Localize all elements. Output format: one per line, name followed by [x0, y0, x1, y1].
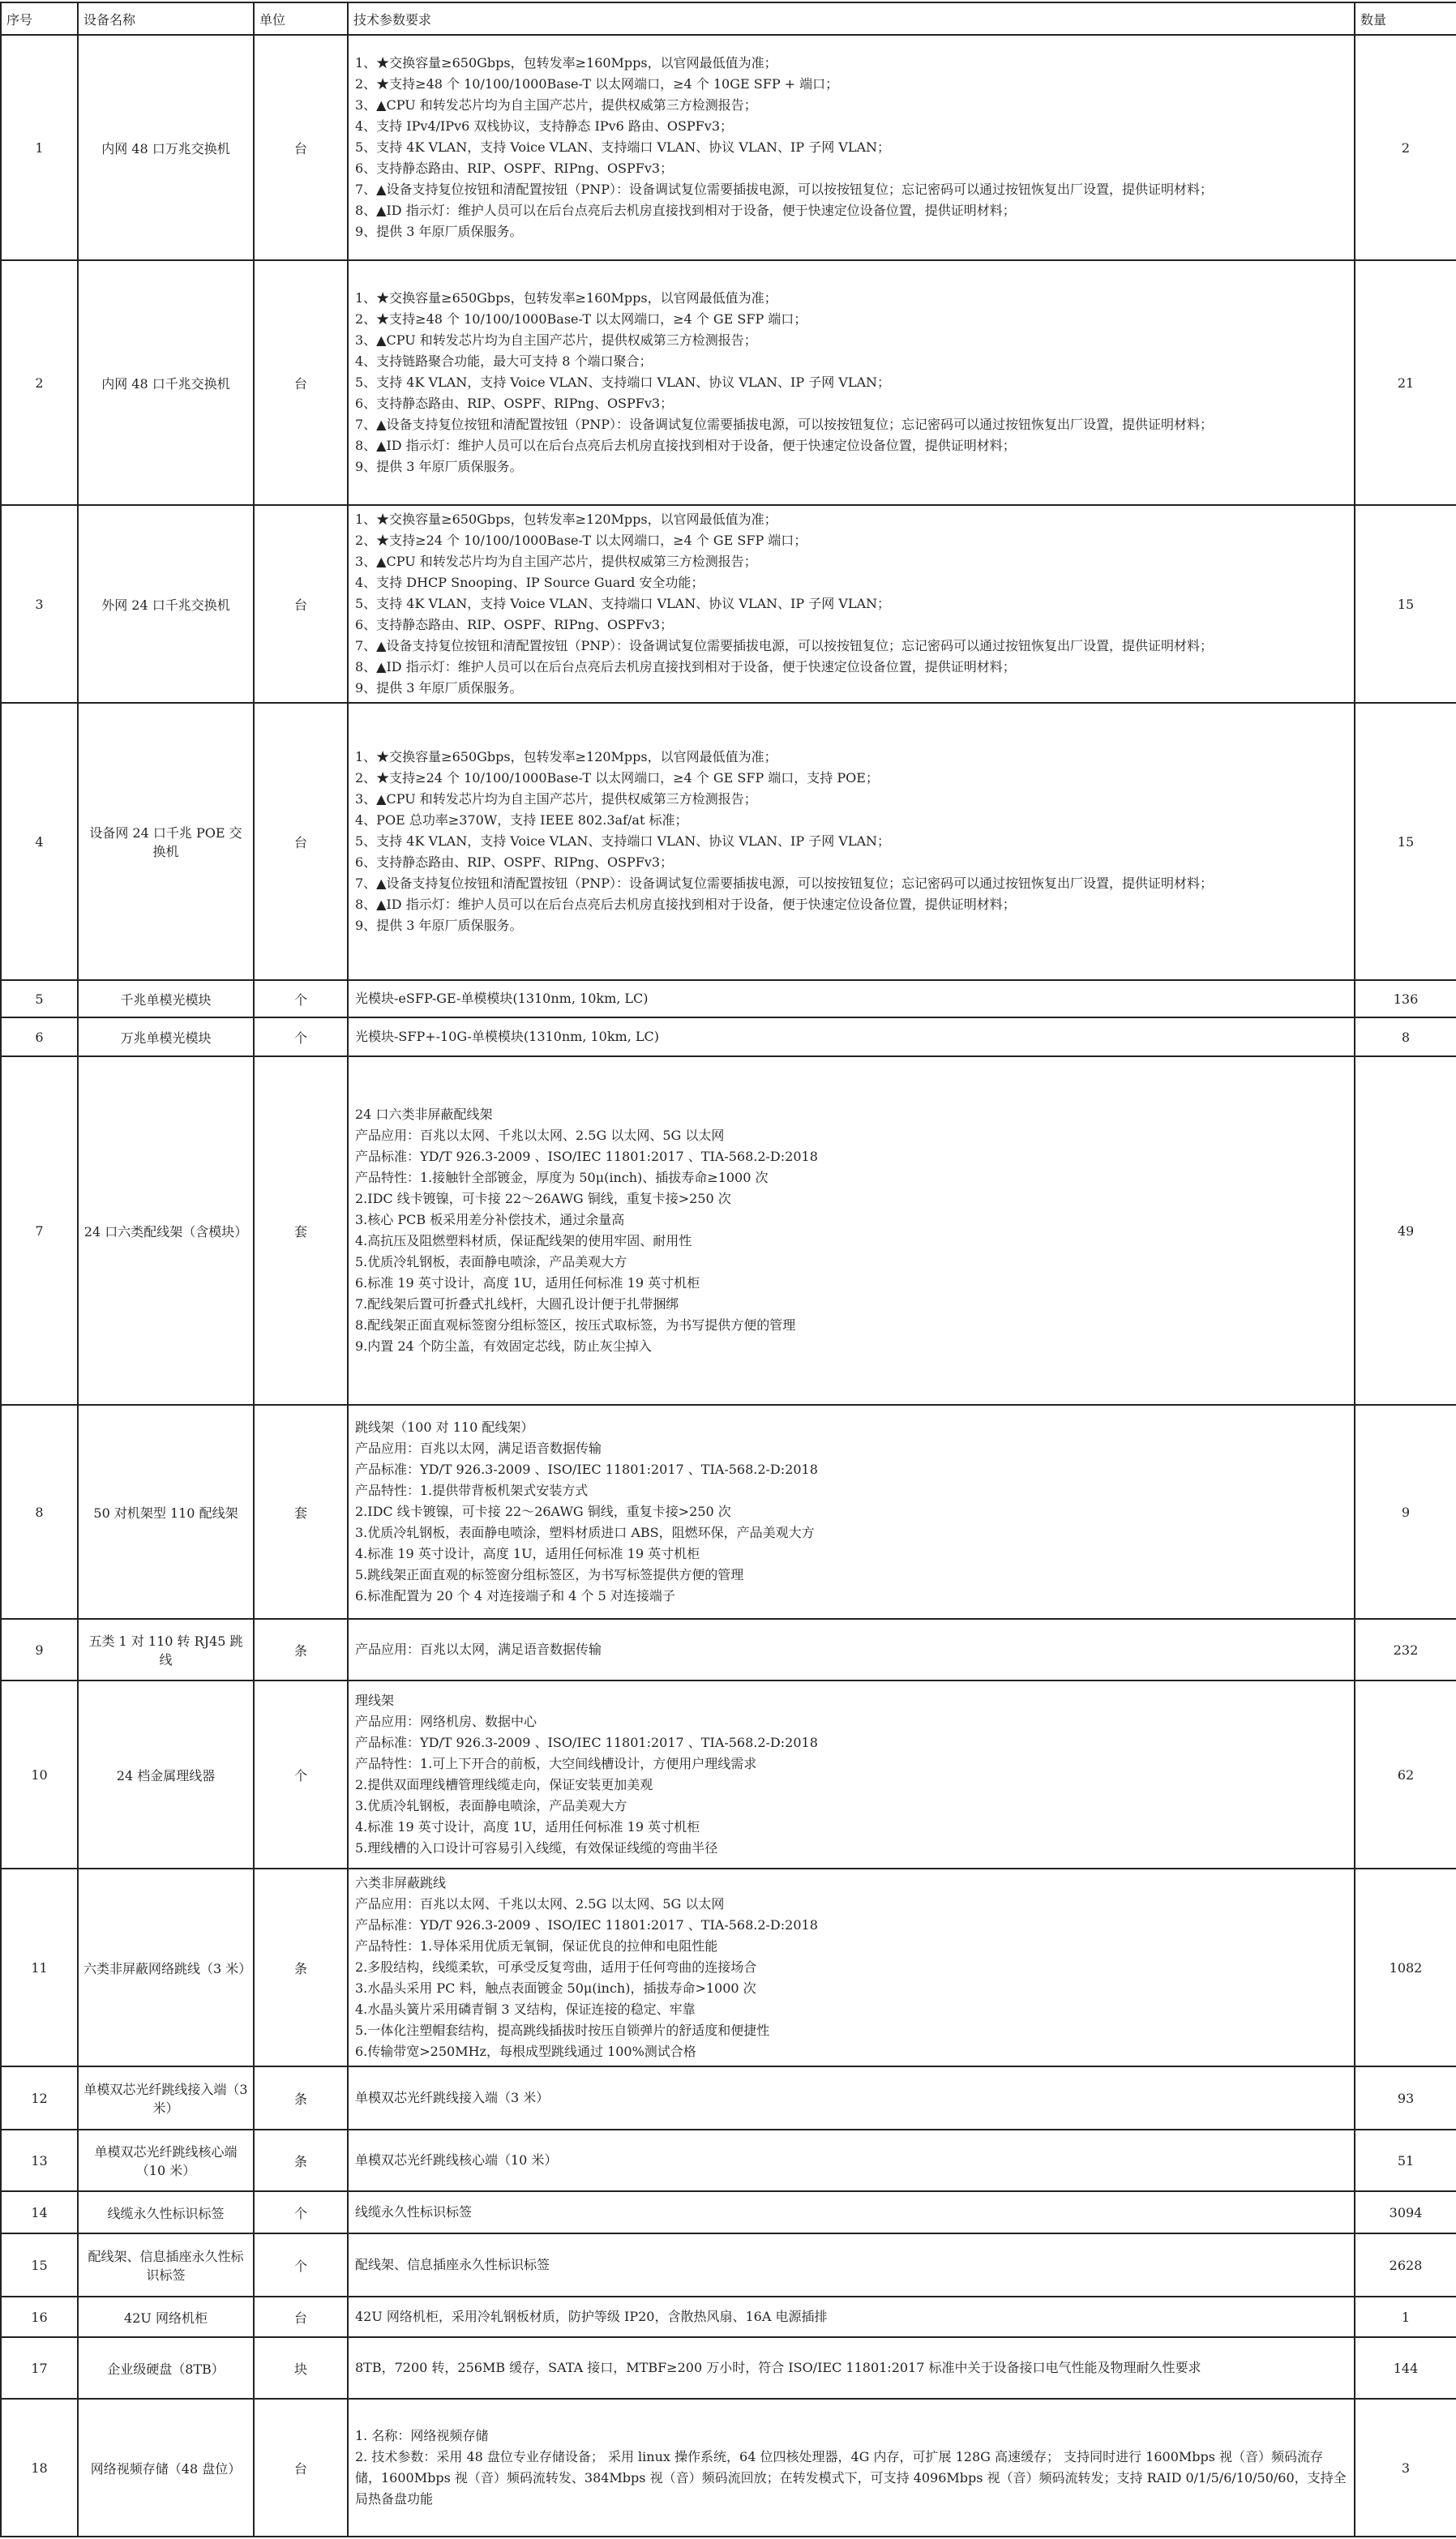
device-name: 千兆单模光模块 [78, 980, 254, 1017]
header-spec: 技术参数要求 [348, 2, 1355, 35]
table-row [1, 1056, 1456, 1405]
spec-line: 4.高抗压及阻燃塑料材质，保证配线架的使用牢固、耐用性 [355, 1233, 692, 1248]
tech-spec [348, 1017, 1355, 1056]
spec-line: 2.多股结构，线缆柔软，可承受反复弯曲，适用于任何弯曲的连接场合 [355, 1959, 757, 1975]
header-qty: 数量 [1355, 2, 1456, 35]
tech-spec [348, 2337, 1355, 2399]
table-header-row [1, 2, 1456, 35]
quantity: 93 [1355, 2066, 1456, 2130]
device-name: 线缆永久性标识标签 [78, 2191, 254, 2233]
unit: 个 [254, 2191, 348, 2233]
row-number: 13 [1, 2130, 78, 2191]
quantity: 2628 [1355, 2233, 1456, 2297]
table-row [1, 1619, 1456, 1681]
quantity: 21 [1355, 260, 1456, 505]
spec-line: 产品应用：网络机房、数据中心 [355, 1714, 537, 1729]
spec-line: 1. 名称：网络视频存储 [355, 2428, 489, 2443]
table-row [1, 2233, 1456, 2297]
quantity: 232 [1355, 1619, 1456, 1681]
table-row [1, 2337, 1456, 2399]
spec-line: 6、支持静态路由、RIP、OSPF、RIPng、OSPFv3； [355, 854, 674, 870]
device-name: 配线架、信息插座永久性标识标签 [78, 2233, 254, 2297]
spec-line: 9、提供 3 年原厂质保服务。 [355, 918, 523, 933]
spec-line: 9、提供 3 年原厂质保服务。 [355, 224, 523, 239]
tech-spec [348, 1681, 1355, 1869]
spec-line: 7、▲设备支持复位按钮和清配置按钮（PNP）：设备调试复位需要插拔电源，可以按按钮复位；忘记密码可以通过按钮恢复出厂设置，提供证明材料； [355, 876, 1214, 891]
spec-line: 产品特性：1.可上下开合的前板，大空间线槽设计，方便用户理线需求 [355, 1756, 757, 1771]
spec-line: 产品应用：百兆以太网、千兆以太网、2.5G 以太网、5G 以太网 [355, 1128, 725, 1143]
device-name: 企业级硬盘（8TB） [78, 2337, 254, 2399]
spec-line: 2、★支持≥48 个 10/100/1000Base-T 以太网端口，≥4 个 10GE SFP + 端口； [355, 76, 839, 92]
row-number: 7 [1, 1056, 78, 1405]
unit: 套 [254, 1405, 348, 1619]
spec-line: 产品应用：百兆以太网，满足语音数据传输 [355, 1642, 602, 1657]
table-row [1, 703, 1456, 980]
spec-line: 1、★交换容量≥650Gbps，包转发率≥160Mpps，以官网最低值为准； [355, 55, 777, 71]
spec-line: 6.传输带宽>250MHz，每根成型跳线通过 100%测试合格 [355, 2044, 696, 2059]
device-name: 50 对机架型 110 配线架 [78, 1405, 254, 1619]
row-number: 5 [1, 980, 78, 1017]
spec-line: 7、▲设备支持复位按钮和清配置按钮（PNP）：设备调试复位需要插拔电源，可以按按钮复位；忘记密码可以通过按钮恢复出厂设置，提供证明材料； [355, 638, 1214, 653]
table-row [1, 1869, 1456, 2066]
spec-line: 4.标准 19 英寸设计，高度 1U，适用任何标准 19 英寸机柜 [355, 1546, 700, 1561]
row-number: 6 [1, 1017, 78, 1056]
spec-line: 6.标准配置为 20 个 4 对连接端子和 4 个 5 对连接端子 [355, 1588, 675, 1603]
spec-line: 8、▲ID 指示灯：维护人员可以在后台点亮后去机房直接找到相对于设备，便于快速定位设备位置，提供证明材料； [355, 438, 1016, 453]
spec-line: 单模双芯光纤跳线核心端（10 米） [355, 2152, 558, 2168]
spec-line: 产品标准：YD/T 926.3-2009 、ISO/IEC 11801:2017 、TIA-568.2-D:2018 [355, 1735, 818, 1750]
tech-spec [348, 260, 1355, 505]
unit: 条 [254, 2130, 348, 2191]
row-number: 3 [1, 505, 78, 703]
table-row [1, 2066, 1456, 2130]
spec-line: 跳线架（100 对 110 配线架） [355, 1419, 534, 1435]
spec-line: 理线架 [355, 1693, 395, 1708]
spec-line: 6、支持静态路由、RIP、OSPF、RIPng、OSPFv3； [355, 617, 674, 632]
quantity: 3094 [1355, 2191, 1456, 2233]
quantity: 51 [1355, 2130, 1456, 2191]
tech-spec [348, 1056, 1355, 1405]
spec-line: 1、★交换容量≥650Gbps，包转发率≥120Mpps，以官网最低值为准； [355, 512, 777, 527]
spec-line: 5.理线槽的入口设计可容易引入线缆，有效保证线缆的弯曲半径 [355, 1840, 718, 1856]
unit: 套 [254, 1056, 348, 1405]
table-row [1, 1405, 1456, 1619]
quantity: 8 [1355, 1017, 1456, 1056]
tech-spec [348, 1619, 1355, 1681]
quantity: 49 [1355, 1056, 1456, 1405]
quantity: 3 [1355, 2399, 1456, 2537]
unit: 条 [254, 2066, 348, 2130]
row-number: 9 [1, 1619, 78, 1681]
device-name: 24 档金属理线器 [78, 1681, 254, 1869]
spec-line: 3、▲CPU 和转发芯片均为自主国产芯片，提供权威第三方检测报告； [355, 97, 757, 113]
spec-line: 9.内置 24 个防尘盖，有效固定芯线，防止灰尘掉入 [355, 1338, 652, 1354]
device-name: 42U 网络机柜 [78, 2297, 254, 2337]
table-body [1, 35, 1456, 2537]
spec-line: 3、▲CPU 和转发芯片均为自主国产芯片，提供权威第三方检测报告； [355, 791, 757, 807]
spec-line: 3.核心 PCB 板采用差分补偿技术，通过余量高 [355, 1212, 625, 1227]
unit: 台 [254, 703, 348, 980]
quantity: 144 [1355, 2337, 1456, 2399]
spec-line: 7、▲设备支持复位按钮和清配置按钮（PNP）：设备调试复位需要插拔电源，可以按按钮复位；忘记密码可以通过按钮恢复出厂设置，提供证明材料； [355, 417, 1214, 432]
spec-line: 8、▲ID 指示灯：维护人员可以在后台点亮后去机房直接找到相对于设备，便于快速定位设备位置，提供证明材料； [355, 897, 1016, 912]
spec-line: 6、支持静态路由、RIP、OSPF、RIPng、OSPFv3； [355, 396, 674, 411]
row-number: 16 [1, 2297, 78, 2337]
spec-line: 单模双芯光纤跳线接入端（3 米） [355, 2090, 550, 2105]
spec-line: 8、▲ID 指示灯：维护人员可以在后台点亮后去机房直接找到相对于设备，便于快速定位设备位置，提供证明材料； [355, 203, 1016, 218]
spec-line: 产品应用：百兆以太网，满足语音数据传输 [355, 1441, 602, 1456]
spec-line: 5、支持 4K VLAN，支持 Voice VLAN、支持端口 VLAN、协议 VLAN、IP 子网 VLAN； [355, 833, 891, 849]
spec-line: 2、★支持≥48 个 10/100/1000Base-T 以太网端口，≥4 个 GE SFP 端口； [355, 311, 807, 327]
equipment-spec-table [0, 2, 1456, 2537]
spec-line: 4.标准 19 英寸设计，高度 1U，适用任何标准 19 英寸机柜 [355, 1819, 700, 1835]
device-name: 六类非屏蔽网络跳线（3 米） [78, 1869, 254, 2066]
table-row [1, 1681, 1456, 1869]
spec-line: 2. 技术参数：采用 48 盘位专业存储设备； 采用 linux 操作系统，64 位四核处理器，4G 内存，可扩展 128G 高速缓存； 支持同时进行 1600Mbps 视（音）频码流存储，1600Mbps 视（音）频码流转发、384Mbps 视（音）频码流回放；在转发模式下，可支持 4096Mbps 视（音）频码流转发；支持 RAID 0/1/5/6/10/50/60，支持全局热备盘功能 [355, 2449, 1347, 2507]
table-row [1, 260, 1456, 505]
spec-line: 光模块-eSFP-GE-单模模块(1310nm, 10km, LC) [355, 991, 649, 1006]
spec-line: 3.优质冷轧钢板，表面静电喷涂，塑料材质进口 ABS，阻燃环保，产品美观大方 [355, 1525, 815, 1540]
spec-line: 4、POE 总功率≥370W，支持 IEEE 802.3af/at 标准； [355, 812, 688, 828]
tech-spec [348, 2297, 1355, 2337]
tech-spec [348, 2399, 1355, 2537]
spec-line: 9、提供 3 年原厂质保服务。 [355, 680, 523, 696]
spec-line: 配线架、信息插座永久性标识标签 [355, 2257, 550, 2272]
spec-line: 六类非屏蔽跳线 [355, 1875, 447, 1890]
device-name: 外网 24 口千兆交换机 [78, 505, 254, 703]
spec-line: 7、▲设备支持复位按钮和清配置按钮（PNP）：设备调试复位需要插拔电源，可以按按钮复位；忘记密码可以通过按钮恢复出厂设置，提供证明材料； [355, 182, 1214, 197]
spec-line: 2.提供双面理线槽管理线缆走向，保证安装更加美观 [355, 1777, 653, 1792]
table-row [1, 2191, 1456, 2233]
spec-line: 8TB，7200 转，256MB 缓存，SATA 接口，MTBF≥200 万小时，符合 ISO/IEC 11801:2017 标准中关于设备接口电气性能及物理耐久性要求 [355, 2360, 1201, 2375]
unit: 个 [254, 1681, 348, 1869]
spec-line: 5、支持 4K VLAN，支持 Voice VLAN、支持端口 VLAN、协议 VLAN、IP 子网 VLAN； [355, 139, 891, 155]
spec-line: 3、▲CPU 和转发芯片均为自主国产芯片，提供权威第三方检测报告； [355, 332, 757, 348]
tech-spec [348, 703, 1355, 980]
tech-spec [348, 2191, 1355, 2233]
header-unit: 单位 [254, 2, 348, 35]
spec-line: 1、★交换容量≥650Gbps，包转发率≥160Mpps，以官网最低值为准； [355, 290, 777, 306]
quantity: 1 [1355, 2297, 1456, 2337]
tech-spec [348, 505, 1355, 703]
tech-spec [348, 2233, 1355, 2297]
spec-line: 产品标准：YD/T 926.3-2009 、ISO/IEC 11801:2017 、TIA-568.2-D:2018 [355, 1462, 818, 1477]
tech-spec [348, 1869, 1355, 2066]
header-name: 设备名称 [78, 2, 254, 35]
spec-line: 2、★支持≥24 个 10/100/1000Base-T 以太网端口，≥4 个 GE SFP 端口，支持 POE； [355, 770, 879, 786]
unit: 个 [254, 2233, 348, 2297]
tech-spec [348, 2130, 1355, 2191]
spec-line: 24 口六类非屏蔽配线架 [355, 1107, 493, 1122]
spec-line: 线缆永久性标识标签 [355, 2204, 473, 2220]
unit: 条 [254, 1619, 348, 1681]
spec-line: 4、支持链路聚合功能，最大可支持 8 个端口聚合； [355, 353, 653, 369]
spec-line: 3.水晶头采用 PC 料，触点表面镀金 50μ(inch)，插拔寿命>1000 次 [355, 1980, 756, 1996]
unit: 块 [254, 2337, 348, 2399]
spec-line: 5.优质冷轧钢板，表面静电喷涂，产品美观大方 [355, 1254, 627, 1270]
device-name: 设备网 24 口千兆 POE 交换机 [78, 703, 254, 980]
spec-line: 3、▲CPU 和转发芯片均为自主国产芯片，提供权威第三方检测报告； [355, 554, 757, 569]
spec-line: 光模块-SFP+-10G-单模模块(1310nm, 10km, LC) [355, 1029, 660, 1044]
quantity: 1082 [1355, 1869, 1456, 2066]
row-number: 10 [1, 1681, 78, 1869]
row-number: 17 [1, 2337, 78, 2399]
spec-line: 5、支持 4K VLAN，支持 Voice VLAN、支持端口 VLAN、协议 VLAN、IP 子网 VLAN； [355, 375, 891, 390]
quantity: 9 [1355, 1405, 1456, 1619]
spec-line: 4.水晶头簧片采用磷青铜 3 叉结构，保证连接的稳定、牢靠 [355, 2002, 696, 2017]
row-number: 14 [1, 2191, 78, 2233]
tech-spec [348, 1405, 1355, 1619]
unit: 台 [254, 260, 348, 505]
tech-spec [348, 980, 1355, 1017]
spec-line: 1、★交换容量≥650Gbps，包转发率≥120Mpps，以官网最低值为准； [355, 749, 777, 764]
spec-line: 3.优质冷轧钢板，表面静电喷涂，产品美观大方 [355, 1798, 627, 1813]
header-no: 序号 [1, 2, 78, 35]
spec-line: 8、▲ID 指示灯：维护人员可以在后台点亮后去机房直接找到相对于设备，便于快速定位设备位置，提供证明材料； [355, 659, 1016, 674]
quantity: 15 [1355, 505, 1456, 703]
row-number: 4 [1, 703, 78, 980]
row-number: 8 [1, 1405, 78, 1619]
spec-line: 9、提供 3 年原厂质保服务。 [355, 459, 523, 474]
device-name: 24 口六类配线架（含模块） [78, 1056, 254, 1405]
unit: 台 [254, 2297, 348, 2337]
unit: 个 [254, 980, 348, 1017]
spec-line: 6、支持静态路由、RIP、OSPF、RIPng、OSPFv3； [355, 161, 674, 176]
table-row [1, 35, 1456, 260]
quantity: 2 [1355, 35, 1456, 260]
quantity: 136 [1355, 980, 1456, 1017]
spec-line: 4、支持 DHCP Snooping、IP Source Guard 安全功能； [355, 575, 704, 590]
device-name: 万兆单模光模块 [78, 1017, 254, 1056]
device-name: 内网 48 口万兆交换机 [78, 35, 254, 260]
row-number: 1 [1, 35, 78, 260]
row-number: 11 [1, 1869, 78, 2066]
unit: 台 [254, 35, 348, 260]
spec-line: 7.配线架后置可折叠式扎线杆，大圆孔设计便于扎带捆绑 [355, 1296, 679, 1312]
spec-line: 产品应用：百兆以太网、千兆以太网、2.5G 以太网、5G 以太网 [355, 1896, 725, 1912]
device-name: 单模双芯光纤跳线核心端（10 米） [78, 2130, 254, 2191]
table-row [1, 505, 1456, 703]
tech-spec [348, 35, 1355, 260]
device-name: 单模双芯光纤跳线接入端（3 米） [78, 2066, 254, 2130]
spec-line: 产品标准：YD/T 926.3-2009 、ISO/IEC 11801:2017 、TIA-568.2-D:2018 [355, 1149, 818, 1164]
quantity: 62 [1355, 1681, 1456, 1869]
row-number: 12 [1, 2066, 78, 2130]
table-row [1, 2130, 1456, 2191]
row-number: 18 [1, 2399, 78, 2537]
spec-line: 产品特性：1.接触针全部镀金，厚度为 50μ(inch)、插拔寿命≥1000 次 [355, 1170, 769, 1185]
unit: 台 [254, 505, 348, 703]
row-number: 15 [1, 2233, 78, 2297]
device-name: 内网 48 口千兆交换机 [78, 260, 254, 505]
spec-line: 5.跳线架正面直观的标签窗分组标签区，为书写标签提供方便的管理 [355, 1567, 744, 1582]
device-name: 网络视频存储（48 盘位） [78, 2399, 254, 2537]
unit: 个 [254, 1017, 348, 1056]
spec-line: 2.IDC 线卡镀镍，可卡接 22～26AWG 铜线，重复卡接>250 次 [355, 1504, 731, 1519]
spec-line: 5.一体化注塑帽套结构，提高跳线插拔时按压自锁弹片的舒适度和便捷性 [355, 2023, 770, 2038]
spec-line: 产品特性：1.导体采用优质无氧铜，保证优良的拉伸和电阻性能 [355, 1938, 718, 1954]
table-row [1, 2399, 1456, 2537]
spec-line: 4、支持 IPv4/IPv6 双栈协议，支持静态 IPv6 路由、OSPFv3； [355, 118, 733, 134]
table-row [1, 980, 1456, 1017]
spec-line: 42U 网络机柜，采用冷轧钢板材质，防护等级 IP20，含散热风扇、16A 电源插排 [355, 2309, 828, 2324]
row-number: 2 [1, 260, 78, 505]
spec-line: 产品特性：1.提供带背板机架式安装方式 [355, 1483, 589, 1498]
unit: 条 [254, 1869, 348, 2066]
spec-line: 8.配线架正面直观标签窗分组标签区，按压式取标签，为书写提供方便的管理 [355, 1317, 796, 1333]
device-name: 五类 1 对 110 转 RJ45 跳线 [78, 1619, 254, 1681]
table-row [1, 2297, 1456, 2337]
spec-line: 产品标准：YD/T 926.3-2009 、ISO/IEC 11801:2017 、TIA-568.2-D:2018 [355, 1917, 818, 1933]
unit: 台 [254, 2399, 348, 2537]
spec-line: 5、支持 4K VLAN，支持 Voice VLAN、支持端口 VLAN、协议 VLAN、IP 子网 VLAN； [355, 596, 891, 611]
spec-line: 2.IDC 线卡镀镍，可卡接 22～26AWG 铜线，重复卡接>250 次 [355, 1191, 731, 1206]
spec-line: 2、★支持≥24 个 10/100/1000Base-T 以太网端口，≥4 个 GE SFP 端口； [355, 533, 807, 548]
quantity: 15 [1355, 703, 1456, 980]
spec-line: 6.标准 19 英寸设计，高度 1U，适用任何标准 19 英寸机柜 [355, 1275, 700, 1291]
table-row [1, 1017, 1456, 1056]
tech-spec [348, 2066, 1355, 2130]
